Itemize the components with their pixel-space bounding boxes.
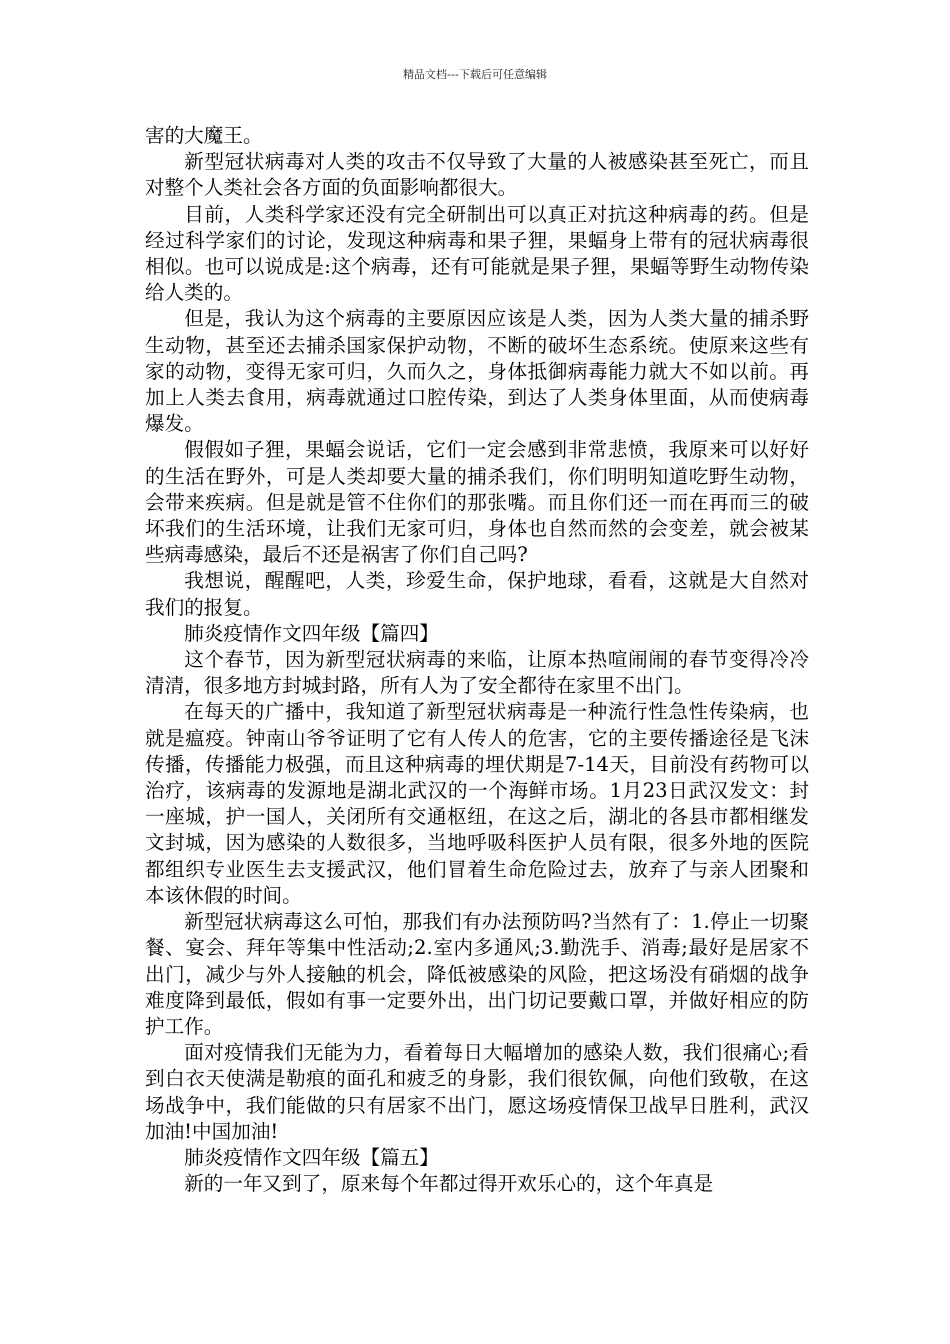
- paragraph-5: 假假如子狸，果蝠会说话，它们一定会感到非常悲愤，我原来可以好好的生活在野外，可是人类却要大量的捕杀我们，你们明明知道吃野生动物，会带来疾病。但是就是管不住你们的那张嘴。而且你们还一而在再而三的破坏我们的生活环境，让我们无家可归，身体也自然而然的会变差，就会被某些病毒感染，最后不还是祸害了你们自己吗?: [145, 438, 809, 567]
- paragraph-1: 害的大魔王。: [145, 124, 263, 147]
- paragraph-2: 新型冠状病毒对人类的攻击不仅导致了大量的人被感染甚至死亡，而且对整个人类社会各方面的负面影响都很大。: [145, 150, 809, 200]
- paragraph-3: 目前，人类科学家还没有完全研制出可以真正对抗这种病毒的药。但是经过科学家们的讨论，发现这种病毒和果子狸，果蝠身上带有的冠状病毒很相似。也可以说成是:这个病毒，还有可能就是果子狸，果蝠等野生动物传染给人类的。: [145, 202, 809, 305]
- document-body: [145, 123, 809, 1197]
- paragraph-8: 在每天的广播中，我知道了新型冠状病毒是一种流行性急性传染病，也就是瘟疫。钟南山爷爷证明了它有人传人的危害，它的主要传播途径是飞沫传播，传播能力极强，而且这种病毒的埋伏期是7-14天，目前没有药物可以治疗，该病毒的发源地是湖北武汉的一个海鲜市场。1月23日武汉发文：封一座城，护一国人，关闭所有交通枢纽，在这之后，湖北的各县市都相继发文封城，因为感染的人数很多，当地呼吸科医护人员有限，很多外地的医院都组织专业医生去支援武汉，他们冒着生命危险过去，放弃了与亲人团聚和本该休假的时间。: [145, 700, 809, 907]
- paragraph-7: 这个春节，因为新型冠状病毒的来临，让原本热喧闹闹的春节变得冷冷清清，很多地方封城封路，所有人为了安全都待在家里不出门。: [145, 648, 809, 698]
- paragraph-10: 面对疫情我们无能为力，看着每日大幅增加的感染人数，我们很痛心;看到白衣天使满是勒痕的面孔和疲乏的身影，我们很钦佩，向他们致敬，在这场战争中，我们能做的只有居家不出门，愿这场疫情保卫战早日胜利，武汉加油!中国加油!: [145, 1041, 809, 1143]
- paragraph-9: 新型冠状病毒这么可怕，那我们有办法预防吗?当然有了：1.停止一切聚餐、宴会、拜年等集中性活动;2.室内多通风;3.勤洗手、消毒;最好是居家不出门，减少与外人接触的机会，降低被感染的风险，把这场没有硝烟的战争难度降到最低，假如有事一定要外出，出门切记要戴口罩，并做好相应的防护工作。: [145, 910, 809, 1038]
- section-heading-5: 肺炎疫情作文四年级【篇五】: [184, 1145, 439, 1169]
- paragraph-11: 新的一年又到了，原来每个年都过得开欢乐心的，这个年真是: [184, 1172, 714, 1196]
- page-header: 精品文档---下载后可任意编辑: [403, 68, 547, 81]
- paragraph-4: 但是，我认为这个病毒的主要原因应该是人类，因为人类大量的捕杀野生动物，甚至还去捕杀国家保护动物，不断的破坏生态系统。使原来这些有家的动物，变得无家可归，久而久之，身体抵御病毒能力就大不如以前。再加上人类去食用，病毒就通过口腔传染，到达了人类身体里面，从而使病毒爆发。: [145, 307, 809, 436]
- section-heading-4: 肺炎疫情作文四年级【篇四】: [184, 621, 439, 645]
- paragraph-6: 我想说，醒醒吧，人类，珍爱生命，保护地球，看看，这就是大自然对我们的报复。: [145, 569, 809, 619]
